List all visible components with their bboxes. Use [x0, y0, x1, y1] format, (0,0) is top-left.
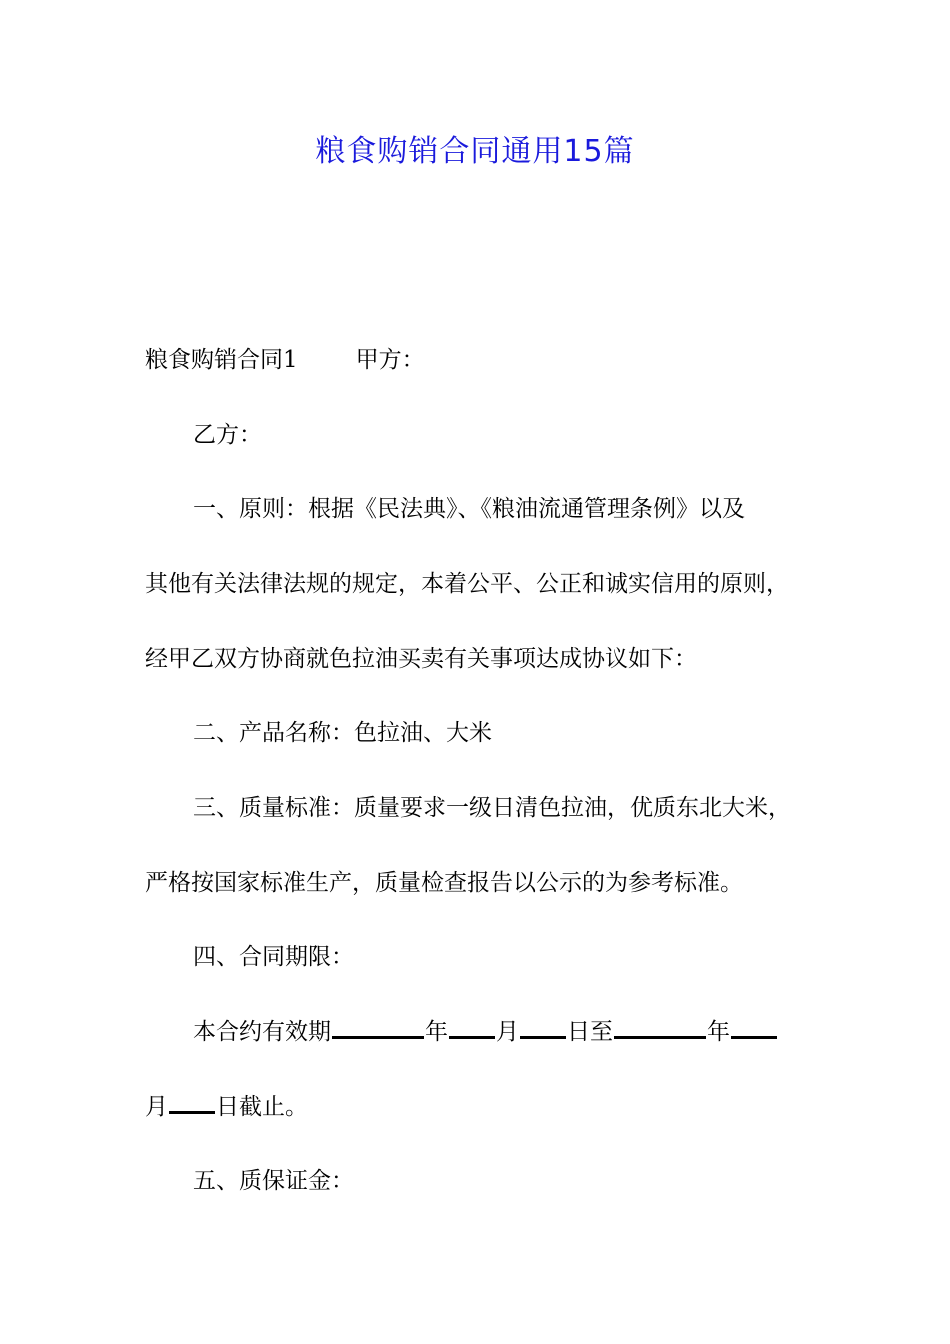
clause-1-line-1: 一、原则：根据《民法典》、《粮油流通管理条例》以及: [193, 496, 745, 522]
party-b-label: 乙方：: [193, 422, 262, 448]
clause-4-heading: 四、合同期限：: [193, 944, 354, 970]
month-label: 月: [496, 1019, 519, 1045]
day-to-label: 日至: [567, 1019, 613, 1045]
clause-3-line-1: 三、质量标准：质量要求一级日清色拉油，优质东北大米，: [193, 795, 791, 821]
year-label: 年: [425, 1019, 448, 1045]
clause-2: 二、产品名称：色拉油、大米: [193, 720, 492, 746]
validity-line-1: [193, 1012, 863, 1052]
start-year-blank: [332, 1014, 424, 1039]
end-month-label: 月: [145, 1094, 168, 1120]
contract-number: 粮食购销合同1: [145, 347, 298, 373]
clause-1-line-2: 其他有关法律法规的规定，本着公平、公正和诚实信用的原则，: [145, 571, 789, 597]
end-year-blank: [614, 1014, 706, 1039]
document-title: 粮食购销合同通用15篇: [315, 134, 635, 169]
contract-heading-line: [145, 340, 815, 380]
clause-1-line-3: 经甲乙双方协商就色拉油买卖有关事项达成协议如下：: [145, 646, 697, 672]
validity-line-2: [145, 1087, 815, 1127]
end-day-label: 日截止。: [216, 1094, 308, 1120]
end-day-blank: [169, 1089, 215, 1114]
start-day-blank: [520, 1014, 566, 1039]
end-month-blank: [731, 1014, 777, 1039]
end-year-label: 年: [707, 1019, 730, 1045]
start-month-blank: [449, 1014, 495, 1039]
validity-label: 本合约有效期: [193, 1019, 331, 1045]
clause-5-heading: 五、质保证金：: [193, 1168, 354, 1194]
clause-3-line-2: 严格按国家标准生产，质量检查报告以公示的为参考标准。: [145, 870, 743, 896]
party-a-label: 甲方：: [355, 347, 425, 373]
